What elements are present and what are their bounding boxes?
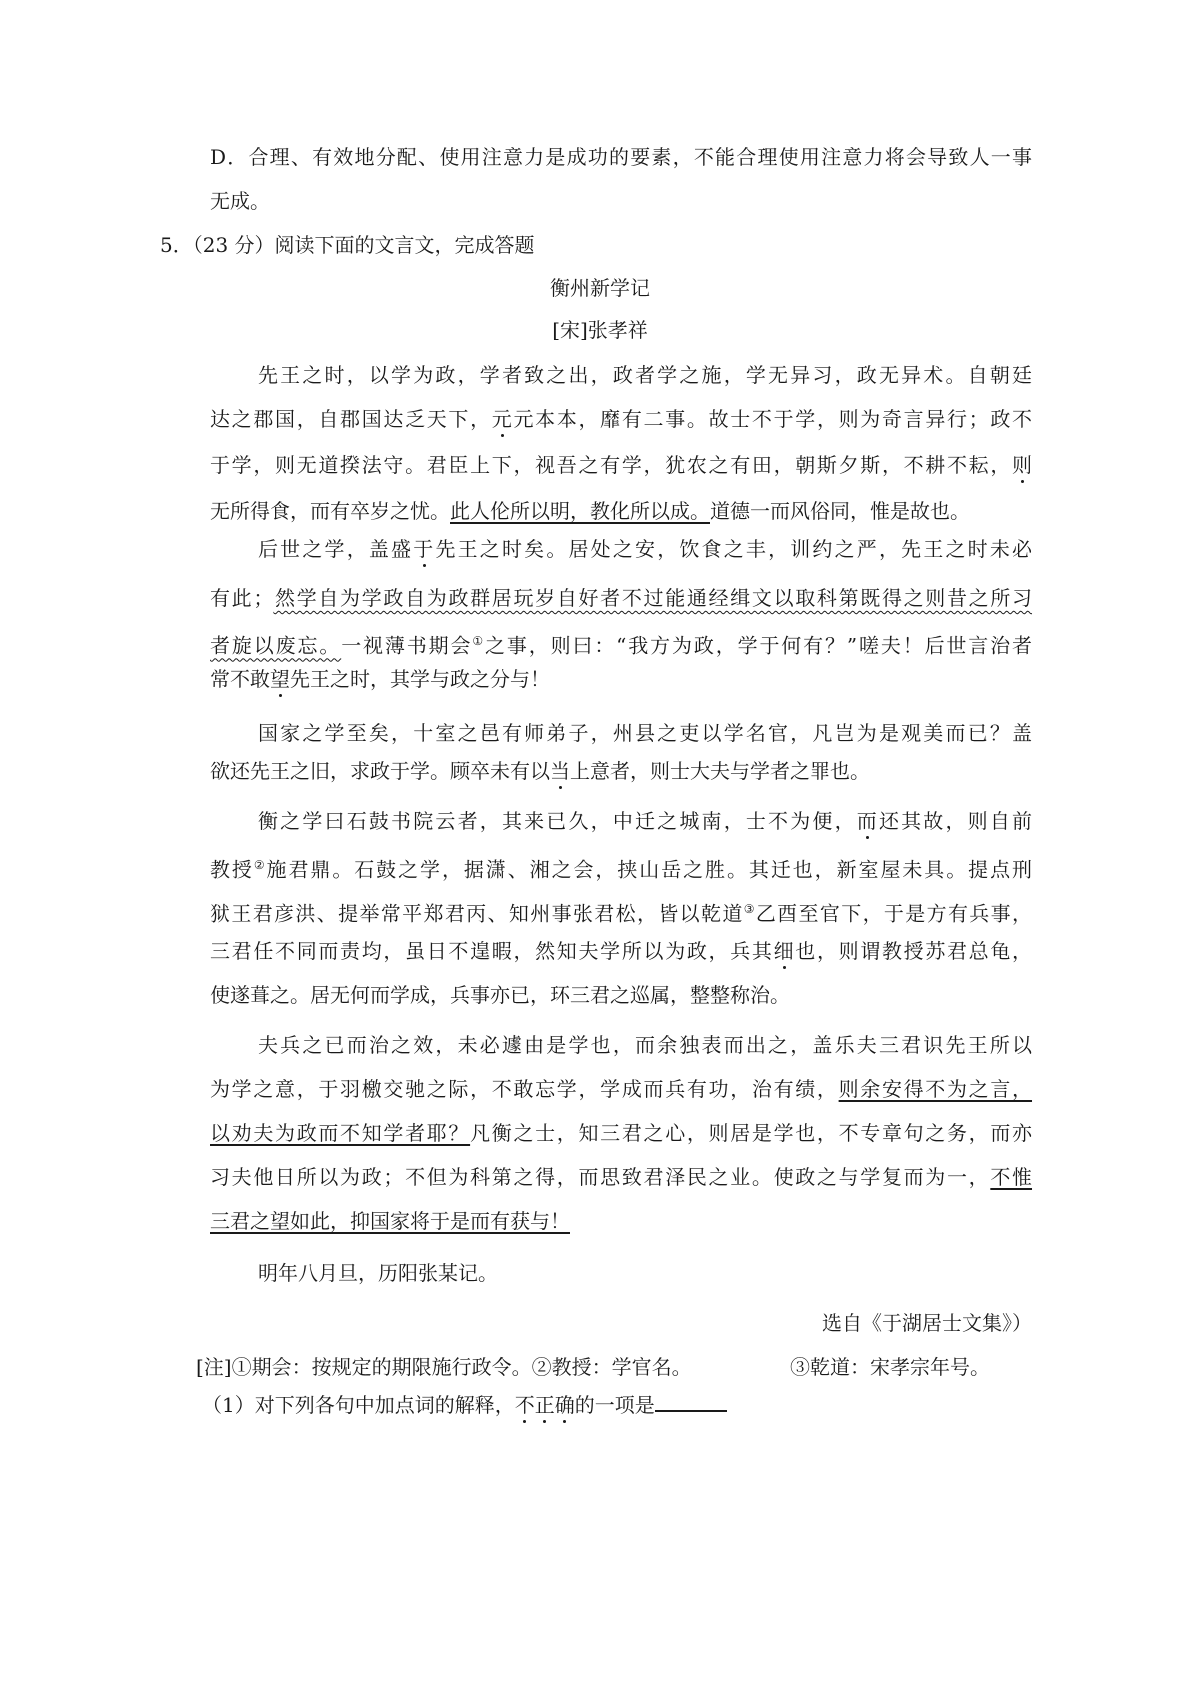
passage-title: 衡州新学记 — [550, 276, 650, 300]
dotted-char: 而 — [856, 809, 879, 833]
para5-line4: 习夫他日所以为政；不但为科第之得，而思致君泽民之业。使政之与学复而为一，不惟 — [210, 1165, 1033, 1189]
footnote-3: ③乾道：宋孝宗年号。 — [790, 1355, 990, 1379]
underlined-sentence: 此人伦所以明，教化所以成。 — [450, 499, 710, 523]
para5-line5 — [210, 1206, 1032, 1236]
para4-line4: 三君任不同而责均，虽日不遑暇，然知夫学所以为政，兵其细也，则谓教授苏君总龟， — [210, 939, 1033, 963]
dotted-char: 不 — [514, 1393, 535, 1417]
para1-line3: 于学，则无道揆法守。君臣上下，视吾之有学，犹农之有田，朝斯夕斯，不耕不耘，则 — [210, 453, 1032, 477]
option-d-line1: D．合理、有效地分配、使用注意力是成功的要素，不能合理使用注意力将会导致人一事 — [210, 145, 1032, 169]
para2-line3: 者旋以废忘。一视薄书期会①之事，则曰：“我方为政，学于何有？”嗟夫！后世言治者 — [210, 633, 1033, 658]
para1-line1: 先王之时，以学为政，学者致之出，政者学之施，学无异习，政无异术。自朝廷 — [258, 363, 1032, 387]
para1-line2: 达之郡国，自郡国达乏天下，元元本本，靡有二事。故士不于学，则为奇言异行；政不 — [210, 407, 1033, 431]
dotted-char: 望 — [270, 667, 290, 691]
para3-line1: 国家之学至矣，十室之邑有师弟子，州县之吏以学名官，凡岂为是观美而已？盖 — [258, 721, 1032, 745]
source-citation: 选自《于湖居士文集》） — [822, 1311, 1032, 1335]
para5-line2: 为学之意，于羽檄交驰之际，不敢忘学，学成而兵有功，治有绩，则余安得不为之言， — [210, 1077, 1033, 1101]
question-5-header: 5．（23 分）阅读下面的文言文，完成答题 — [160, 233, 535, 257]
dotted-char: 则 — [1012, 453, 1032, 477]
underlined-sentence: 则余安得不为之言， — [838, 1077, 1033, 1101]
underlined-sentence: 三君之望如此，抑国家将于是而有获与！ — [210, 1209, 570, 1233]
para2-line2: 有此；然学自为学政自为政群居玩岁自好者不过能通经缉文以取科第既得之则昔之所习 — [210, 586, 1033, 610]
passage-author: [宋]张孝祥 — [552, 318, 648, 342]
footnotes: [注]①期会：按规定的期限施行政令。②教授：学官名。 — [196, 1355, 692, 1379]
para4-line2: 教授②施君鼎。石鼓之学，据潇、湘之会，挟山岳之胜。其迁也，新室屋未具。提点刑 — [210, 857, 1033, 882]
wavy-underlined-sentence: 者旋以废忘。 — [210, 633, 342, 658]
para2-line1: 后世之学，盖盛于先王之时矣。居处之安，饮食之丰，训约之严，先王之时未必 — [258, 537, 1033, 561]
underlined-sentence: 以劝夫为政而不知学者耶？ — [210, 1121, 471, 1145]
dotted-char: 确 — [554, 1393, 575, 1417]
para2-line4: 常不敢望先王之时，其学与政之分与！ — [210, 667, 550, 691]
footnote-marker: ③ — [743, 902, 756, 916]
dotted-char: 正 — [534, 1393, 555, 1417]
para5-line3: 以劝夫为政而不知学者耶？凡衡之士，知三君之心，则居是学也，不专章句之务，而亦 — [210, 1121, 1033, 1145]
footnote-marker: ① — [472, 634, 485, 648]
wavy-underlined-sentence: 然学自为学政自为政群居玩岁自好者不过能通经缉文以取科第既得之则昔之所习 — [273, 586, 1033, 610]
para1-line4: 无所得食，而有卒岁之忧。此人伦所以明，教化所以成。道德一而风俗同，惟是故也。 — [210, 499, 970, 523]
closing-date: 明年八月旦，历阳张某记。 — [258, 1261, 498, 1285]
underlined-sentence: 不惟 — [990, 1165, 1033, 1189]
dotted-char: 当 — [550, 759, 570, 783]
para4-line1: 衡之学曰石鼓书院云者，其来已久，中迁之城南，士不为便，而还其故，则自前 — [258, 809, 1033, 833]
sub-question-1: （1）对下列各句中加点词的解释，不正确的一项是 — [202, 1388, 727, 1420]
dotted-char: 于 — [413, 537, 436, 561]
answer-blank[interactable] — [655, 1388, 727, 1412]
para4-line5: 使遂葺之。居无何而学成，兵事亦已，环三君之巡属，整整称治。 — [210, 983, 790, 1007]
dotted-char: 细 — [773, 939, 796, 963]
para5-line1: 夫兵之已而治之效，未必遽由是学也，而余独表而出之，盖乐夫三君识先王所以 — [258, 1033, 1032, 1057]
footnote-marker: ② — [253, 858, 267, 872]
dotted-char: 元 — [491, 407, 514, 431]
para4-line3: 狱王君彦洪、提举常平郑君丙、知州事张君松，皆以乾道③乙酉至官下，于是方有兵事， — [210, 901, 1033, 926]
para3-line2: 欲还先王之旧，求政于学。顾卒未有以当上意者，则士大夫与学者之罪也。 — [210, 759, 870, 783]
option-d-line2: 无成。 — [210, 189, 270, 213]
